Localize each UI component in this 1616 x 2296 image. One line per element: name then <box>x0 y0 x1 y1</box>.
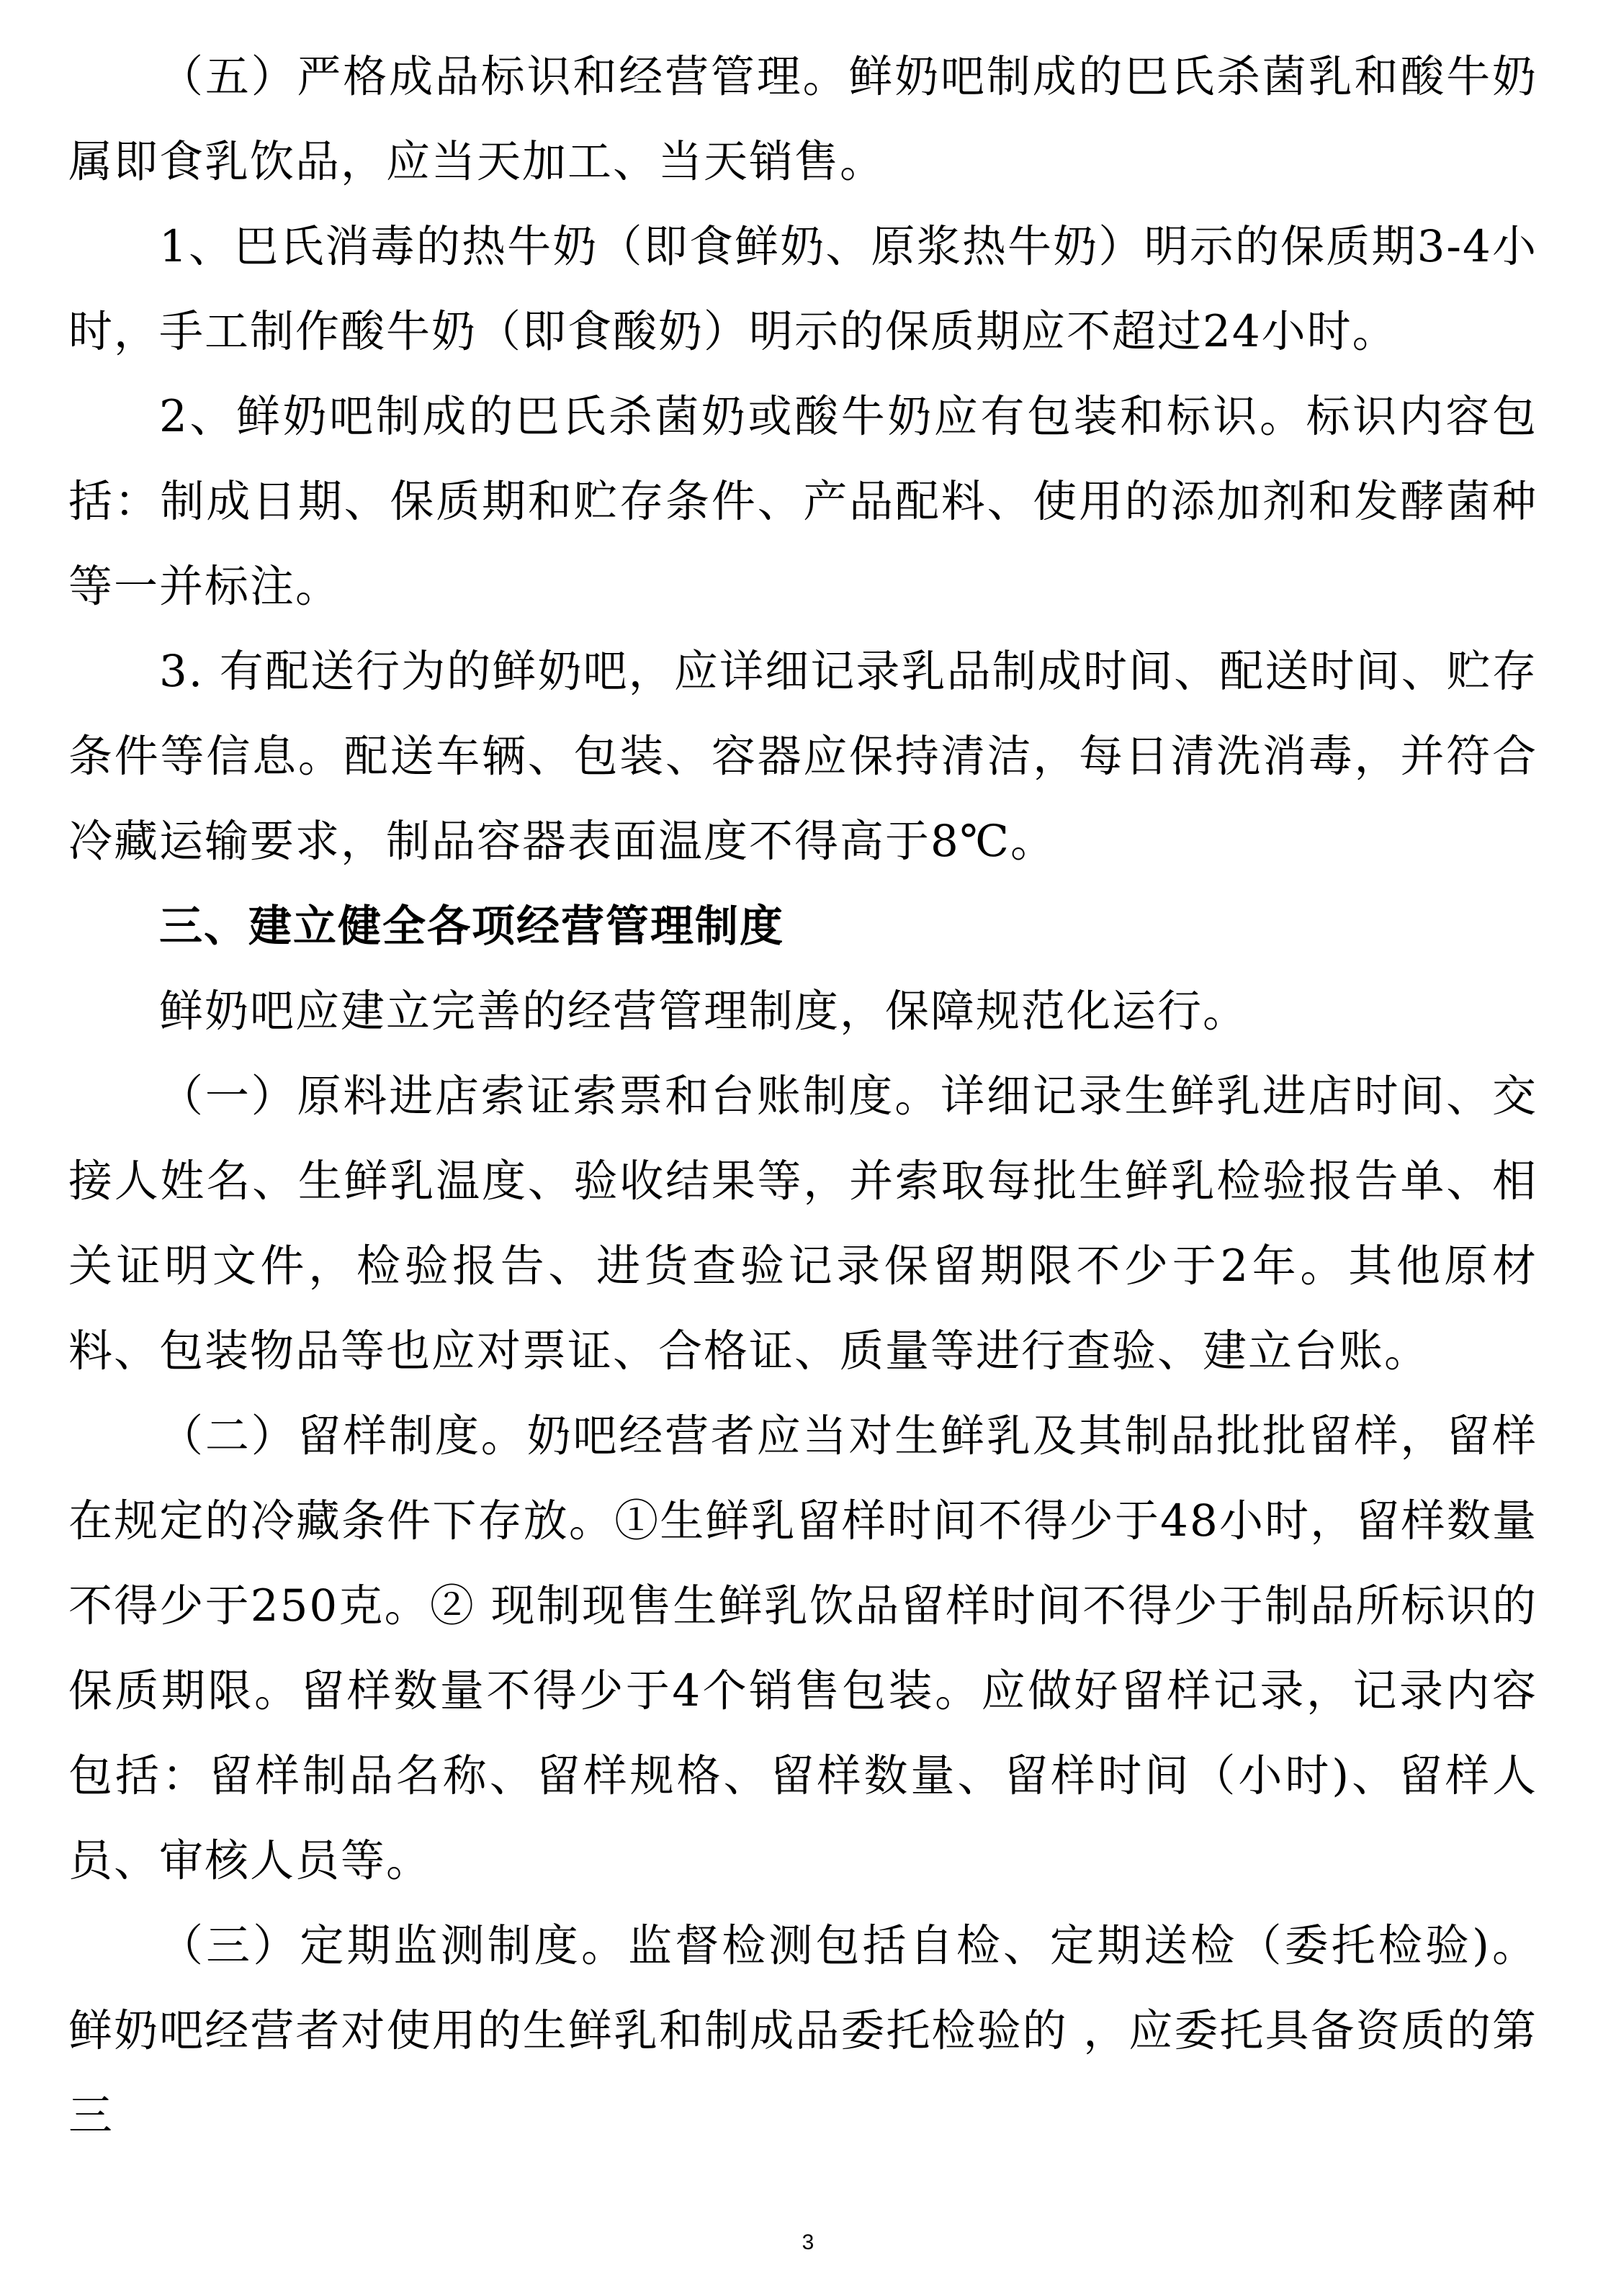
section-heading-management-systems: 三、建立健全各项经营管理制度 <box>159 901 784 952</box>
paragraph-packaging-labeling: 2、鲜奶吧制成的巴氏杀菌奶或酸牛奶应有包装和标识。标识内容包括：制成日期、保质期和贮存条件、产品配料、使用的添加剂和发酵菌种等一并标注。 <box>68 391 1538 612</box>
paragraph-periodic-monitoring: （三）定期监测制度。监督检测包括自检、定期送检（委托检验)。鲜奶吧经营者对使用的生鲜乳和制成品委托检验的 ，应委托具备资质的第三 <box>68 1920 1538 2141</box>
paragraph-raw-material-ledger: （一）原料进店索证索票和台账制度。详细记录生鲜乳进店时间、交接人姓名、生鲜乳温度、验收结果等，并索取每批生鲜乳检验报告单、相关证明文件，检验报告、进货查验记录保留期限不少于2年。其他原材料、包装物品等也应对票证、合格证、质量等进行查验、建立台账。 <box>68 1071 1538 1377</box>
paragraph-management-intro: 鲜奶吧应建立完善的经营管理制度，保障规范化运行。 <box>159 986 1249 1037</box>
paragraph-shelf-life: 1、巴氏消毒的热牛奶（即食鲜奶、原浆热牛奶）明示的保质期3-4小时，手工制作酸牛奶（即食酸奶）明示的保质期应不超过24小时。 <box>68 221 1538 357</box>
paragraph-finished-product-labeling: （五）严格成品标识和经营管理。鲜奶吧制成的巴氏杀菌乳和酸牛奶属即食乳饮品，应当天加工、当天销售。 <box>68 51 1538 187</box>
document-body <box>68 35 1538 2158</box>
page-number: 3 <box>802 2230 814 2254</box>
paragraph-sample-retention: （二）留样制度。奶吧经营者应当对生鲜乳及其制品批批留样，留样在规定的冷藏条件下存放。①生鲜乳留样时间不得少于48小时，留样数量不得少于250克。② 现制现售生鲜乳饮品留样时间不得少于制品所标识的保质期限。留样数量不得少于4个销售包装。应做好留样记录，记录内容包括：留样制品名称、留样规格、留样数量、留样时间（小时)、留样人员、审核人员等。 <box>68 1410 1538 1886</box>
paragraph-delivery: 3. 有配送行为的鲜奶吧，应详细记录乳品制成时间、配送时间、贮存条件等信息。配送车辆、包装、容器应保持清洁，每日清洗消毒，并符合冷藏运输要求，制品容器表面温度不得高于8℃。 <box>68 646 1538 867</box>
